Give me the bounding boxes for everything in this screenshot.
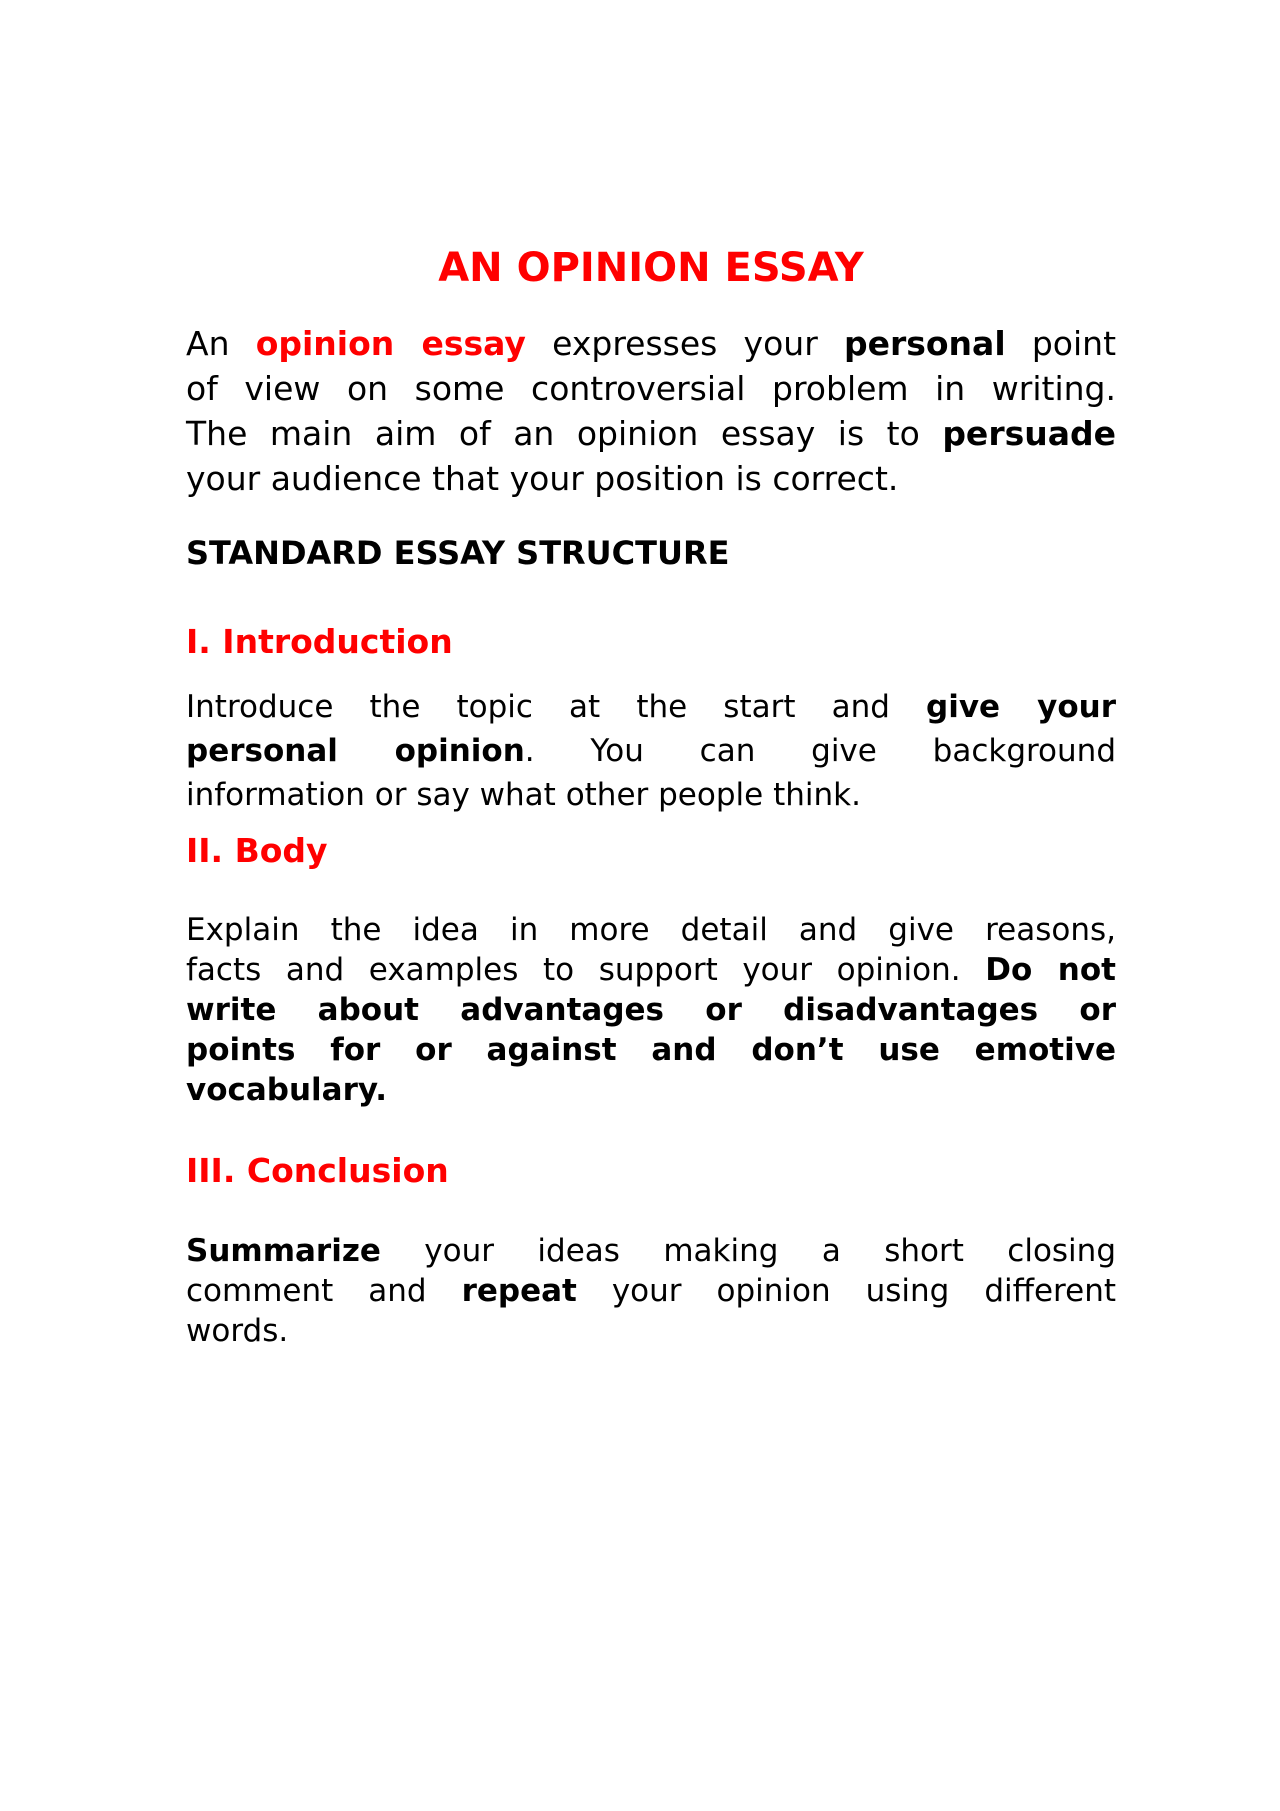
- text-segment: vocabulary.: [186, 1072, 388, 1108]
- text-segment: Summarize: [186, 1233, 381, 1269]
- text-segment: information or say what other people think.: [186, 777, 861, 813]
- paragraph-line: [186, 411, 1116, 456]
- document-content: [186, 243, 1116, 1351]
- paragraph-line: [186, 990, 1116, 1030]
- paragraph-line: [186, 950, 1116, 990]
- text-segment: words.: [186, 1313, 289, 1349]
- paragraph-line: [186, 321, 1116, 366]
- text-segment: Introduce the topic at the start and: [186, 689, 927, 725]
- text-segment: An: [186, 324, 256, 363]
- text-segment: facts and examples to support your opinion.: [186, 952, 986, 988]
- paragraph-conclusion: [186, 1231, 1116, 1351]
- text-segment: your ideas making a short closing: [380, 1233, 1116, 1269]
- text-segment: expresses your: [525, 324, 844, 363]
- text-segment: The main aim of an opinion essay is to: [186, 414, 943, 453]
- text-segment: . You can give background: [524, 733, 1116, 769]
- page-title: AN OPINION ESSAY: [438, 245, 864, 291]
- paragraph-line: [186, 1231, 1116, 1271]
- heading-essay-structure: STANDARD ESSAY STRUCTURE: [186, 534, 730, 572]
- paragraph-line: [186, 456, 1116, 501]
- text-segment: your opinion using different: [576, 1273, 1116, 1309]
- text-segment: personal: [843, 324, 1006, 363]
- heading-body: II. Body: [186, 831, 328, 870]
- paragraph-intro: [186, 321, 1116, 501]
- text-segment: opinion essay: [255, 324, 526, 363]
- paragraph-line: [186, 1070, 1116, 1110]
- text-segment: personal opinion: [186, 733, 525, 769]
- text-segment: point: [1005, 324, 1117, 363]
- paragraph-line: [186, 1311, 1116, 1351]
- text-segment: repeat: [461, 1273, 577, 1309]
- text-segment: comment and: [186, 1273, 462, 1309]
- text-segment: points for or against and don’t use emotive: [186, 1032, 1116, 1068]
- heading-introduction: I. Introduction: [186, 622, 453, 661]
- text-segment: write about advantages or disadvantages or: [186, 992, 1116, 1028]
- text-segment: persuade: [942, 414, 1116, 453]
- paragraph-line: [186, 1271, 1116, 1311]
- text-segment: give your: [926, 689, 1116, 725]
- paragraph-line: [186, 685, 1116, 729]
- text-segment: your audience that your position is correct.: [186, 459, 899, 498]
- paragraph-line: [186, 729, 1116, 773]
- text-segment: Do not: [985, 952, 1116, 988]
- paragraph-line: [186, 366, 1116, 411]
- heading-conclusion: III. Conclusion: [186, 1151, 449, 1190]
- paragraph-introduction: [186, 685, 1116, 817]
- paragraph-line: [186, 773, 1116, 817]
- paragraph-line: [186, 910, 1116, 950]
- paragraph-line: [186, 1030, 1116, 1070]
- text-segment: of view on some controversial problem in writing.: [186, 369, 1116, 408]
- paragraph-body: [186, 910, 1116, 1110]
- text-segment: Explain the idea in more detail and give reasons,: [186, 912, 1116, 948]
